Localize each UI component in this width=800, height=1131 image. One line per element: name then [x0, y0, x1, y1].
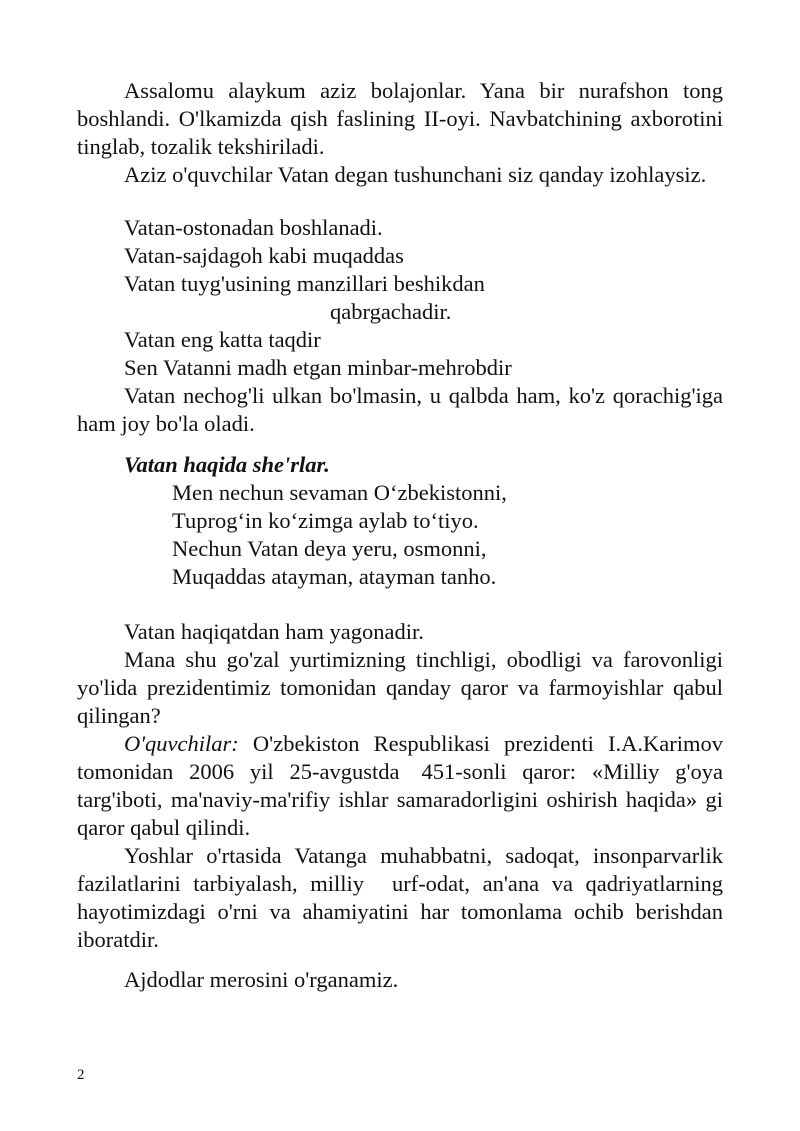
page-number: 2	[77, 1067, 85, 1083]
vatan-paragraph-6: Vatan nechog'li ulkan bo'lmasin, u qalbda ham, ko'z qorachig'iga ham joy bo'la oladi.	[77, 383, 723, 436]
students-label: O'quvchilar:	[124, 731, 239, 756]
spacer	[77, 954, 723, 966]
vatan-line-3: Vatan tuyg'usining manzillari beshikdan	[124, 271, 485, 296]
poem-line-2: Tuprog‘in ko‘zimga aylab to‘tiyo.	[172, 508, 479, 533]
youth-text-a: Yoshlar o'rtasida Vatanga muhabbatni, sadoqat, insonparvarlik fazilatlarini tarbiyalash, milliy	[77, 843, 723, 896]
spacer	[77, 591, 723, 618]
decree-text-a: O'zbekiston Respublikasi prezidenti I.A.Karimov tomonidan 2006 yil 25-avgustda	[77, 731, 723, 784]
decree-text-b: 451-sonli qaror: «Milliy g'oya targ'iboti, ma'naviy-ma'rifiy ishlar samaradorligini oshirish haqida» gi qaror qabul qilindi.	[77, 759, 723, 840]
poem-heading: Vatan haqida she'rlar.	[124, 452, 330, 477]
vatan-line-4: Vatan eng katta taqdir	[124, 327, 321, 352]
vatan-line-1: Vatan-ostonadan boshlanadi.	[124, 215, 383, 240]
poem-line-4: Muqaddas atayman, atayman tanho.	[172, 564, 497, 589]
spacer	[77, 189, 723, 214]
body-paragraph-5: Ajdodlar merosini o'rganamiz.	[124, 967, 399, 992]
vatan-line-5: Sen Vatanni madh etgan minbar-mehrobdir	[124, 355, 512, 380]
poem-line-3: Nechun Vatan deya yeru, osmonni,	[172, 536, 487, 561]
intro-paragraph-1: Assalomu alaykum aziz bolajonlar. Yana bir nurafshon tong boshlandi. O'lkamizda qish faslining II-oyi. Navbatchining axborotini tinglab, tozalik tekshiriladi.	[77, 78, 723, 159]
body-paragraph-2: Mana shu go'zal yurtimizning tinchligi, obodligi va farovonligi yo'lida prezidentimiz tomonidan qanday qaror va farmoyishlar qabul qilingan?	[77, 647, 723, 728]
body-paragraph-1: Vatan haqiqatdan ham yagonadir.	[124, 619, 424, 644]
youth-text-b: urf-odat, an'ana va qadriyatlarning hayotimizdagi o'rni va ahamiyatini har tomonlama ochib berishdan iboratdir.	[77, 871, 723, 952]
poem-line-1: Men nechun sevaman O‘zbekistonni,	[172, 480, 507, 505]
spacer	[77, 438, 723, 451]
vatan-line-3-continuation: qabrgachadir.	[330, 299, 452, 324]
document-page	[77, 77, 723, 994]
vatan-line-2: Vatan-sajdagoh kabi muqaddas	[124, 243, 404, 268]
body-paragraph-3	[77, 730, 723, 842]
intro-paragraph-2: Aziz o'quvchilar Vatan degan tushunchani siz qanday izohlaysiz.	[124, 162, 707, 187]
body-paragraph-4	[77, 842, 723, 954]
